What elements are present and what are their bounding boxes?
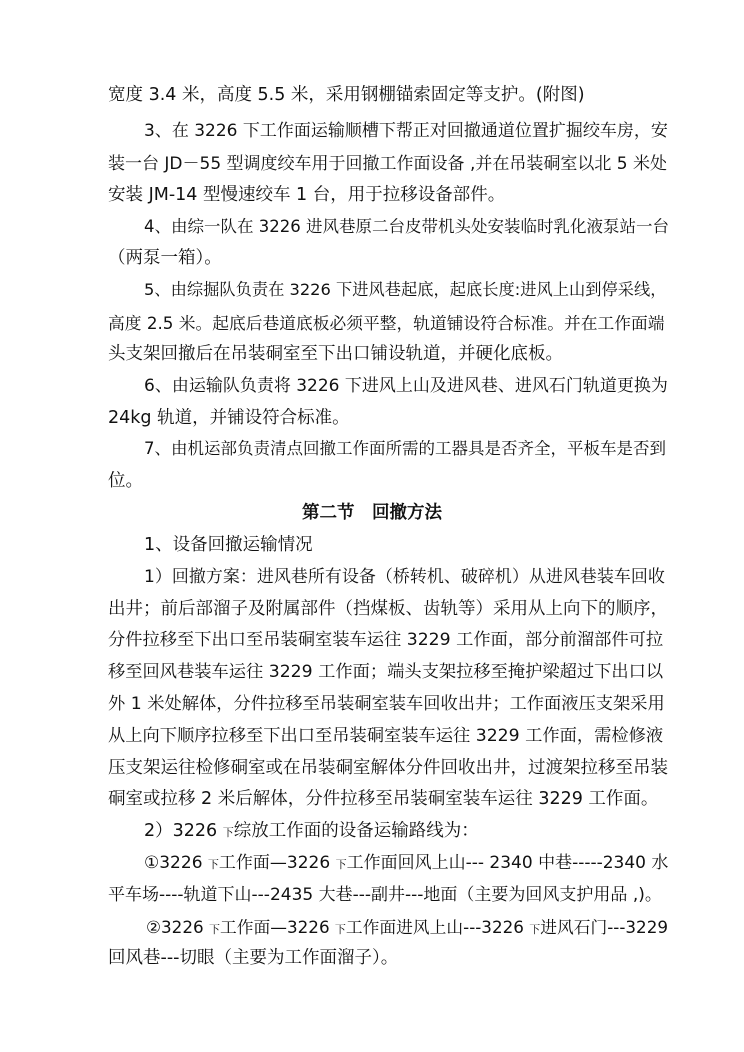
route-2-text-b: 工作面—3226 [219, 917, 335, 937]
route-intro [144, 819, 668, 843]
route-1-text-c: 工作面回风上山--- 2340 中巷-----2340 水 [346, 853, 669, 873]
route-intro-subscript: 下 [222, 826, 234, 839]
item-5-line-3: 头支架回撤后在吊装硐室至下出口铺设轨道，并硬化底板。 [108, 344, 563, 364]
item-4-line-1: 4、由综一队在 3226 进风巷原二台皮带机头处安装临时乳化液泵站一台 [144, 217, 669, 236]
route-1-line-2: 平车场----轨道下山---2435 大巷---副井---地面（主要为回风支护用品 ,)。 [108, 885, 662, 905]
plan-line-5: 外 1 米处解体，分件拉移至吊装硐室装车回收出井；工作面液压支架采用 [108, 694, 665, 714]
item-6-line-2: 24kg 轨道，并铺设符合标准。 [108, 408, 350, 428]
item-5-line-1: 5、由综掘队负责在 3226 下进风巷起底，起底长度:进风上山到停采线， [144, 280, 667, 299]
route-2-text-d: 进风石门---3229 [540, 917, 669, 937]
section-title: 第二节 回撤方法 [302, 503, 442, 523]
plan-line-6: 从上向下顺序拉移至下出口至吊装硐室装车运往 3229 工作面，需检修液 [108, 726, 664, 746]
item-6-line-1: 6、由运输队负责将 3226 下进风上山及进风巷、进风石门轨道更换为 [144, 376, 668, 396]
route-2-text-c: 工作面进风上山---3226 [345, 917, 530, 937]
plan-line-2: 出井；前后部溜子及附属部件（挡煤板、齿轨等）采用从上向下的顺序， [108, 599, 668, 619]
plan-line-8: 硐室或拉移 2 米后解体，分件拉移至吊装硐室装车运往 3229 工作面。 [108, 789, 659, 809]
route-intro-text-b: 综放工作面的设备运输路线为： [233, 821, 479, 841]
plan-line-3: 分件拉移至下出口至吊装硐室装车运往 3229 工作面，部分前溜部件可拉 [108, 630, 664, 650]
route-2-subscript-1: 下 [208, 923, 220, 936]
paragraph-line: 宽度 3.4 米，高度 5.5 米，采用钢棚锚索固定等支护。(附图) [108, 85, 585, 105]
plan-line-1: 1）回撤方案：进风巷所有设备（桥转机、破碎机）从进风巷装车回收 [144, 567, 665, 587]
route-1-subscript-2: 下 [335, 858, 347, 871]
item-7-line-1: 7、由机运部负责清点回撤工作面所需的工器具是否齐全，平板车是否到 [144, 439, 666, 458]
route-1-subscript-1: 下 [207, 858, 219, 871]
route-2-text-a: ②3226 [146, 917, 209, 937]
route-2-line-2: 回风巷---切眼（主要为工作面溜子）。 [108, 948, 399, 968]
route-1-text-a: ①3226 [144, 853, 208, 873]
item-5-line-2: 高度 2.5 米。起底后巷道底板必须平整，轨道铺设符合标准。并在工作面端 [108, 313, 665, 333]
route-2-line-1 [146, 915, 670, 939]
subheading-transport: 1、设备回撤运输情况 [144, 535, 313, 555]
route-1-text-b: 工作面—3226 [218, 853, 336, 873]
item-3-line-3: 安装 JM-14 型慢速绞车 1 台，用于拉移设备部件。 [108, 185, 506, 205]
route-intro-text-a: 2）3226 [144, 821, 223, 841]
plan-line-4: 移至回风巷装车运往 3229 工作面；端头支架拉移至掩护梁超过下出口以 [108, 662, 664, 682]
route-2-subscript-2: 下 [334, 923, 346, 936]
route-1-line-1 [144, 851, 668, 875]
item-4-line-2: （两泵一箱）。 [108, 248, 222, 268]
item-7-line-2: 位。 [108, 471, 143, 491]
plan-line-7: 压支架运往检修硐室或在吊装硐室解体分件回收出井，过渡架拉移至吊装 [108, 758, 668, 778]
route-2-subscript-3: 下 [529, 923, 541, 936]
item-3-line-1: 3、在 3226 下工作面运输顺槽下帮正对回撤通道位置扩掘绞车房，安 [144, 121, 668, 141]
item-3-line-2: 装一台 JD－55 型调度绞车用于回撤工作面设备 ,并在吊装硐室以北 5 米处 [108, 154, 667, 174]
